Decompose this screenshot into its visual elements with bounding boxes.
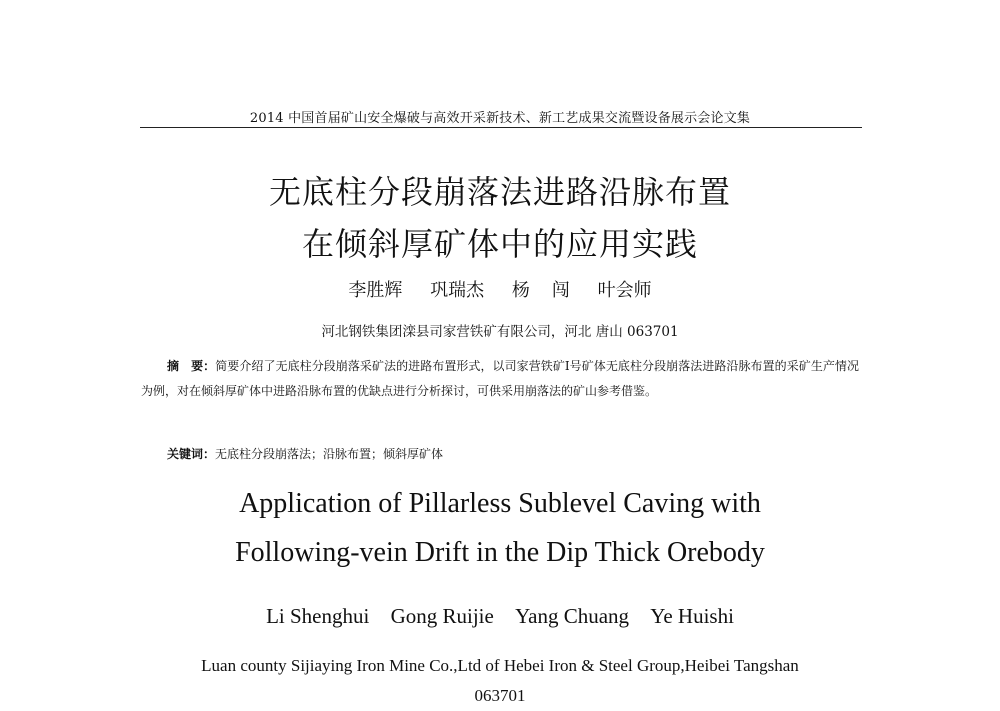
- english-title-line-1: Application of Pillarless Sublevel Caving with: [239, 488, 761, 519]
- proceedings-header: 2014 中国首届矿山安全爆破与高效开采新技术、新工艺成果交流暨设备展示会论文集: [249, 111, 751, 126]
- author-cn-2: 巩瑞杰: [430, 280, 485, 301]
- english-affiliation-line-1: Luan county Sijiaying Iron Mine Co.,Ltd of Hebei Iron & Steel Group,Heibei Tangshan: [201, 656, 799, 675]
- author-en-3: Yang Chuang: [515, 604, 630, 628]
- chinese-title-line-1: 无底柱分段崩落法进路沿脉布置: [268, 173, 731, 211]
- abstract-label: 摘 要：: [167, 359, 216, 373]
- author-cn-1: 李胜辉: [348, 280, 403, 301]
- chinese-title-line-2: 在倾斜厚矿体中的应用实践: [301, 225, 698, 263]
- english-affiliation: [0, 651, 1000, 711]
- header-rule: [140, 127, 862, 128]
- chinese-authors: [0, 276, 1000, 302]
- author-cn-3b: 闯: [551, 280, 570, 301]
- keywords: [167, 445, 443, 462]
- abstract: [141, 354, 859, 404]
- author-en-1: Li Shenghui: [266, 604, 370, 628]
- author-cn-4: 叶会师: [597, 280, 652, 301]
- english-authors: [0, 604, 1000, 629]
- english-affiliation-line-2: 063701: [474, 686, 526, 705]
- abstract-text: 简要介绍了无底柱分段崩落采矿法的进路布置形式，以司家营铁矿Ⅰ号矿体无底柱分段崩落法进路沿脉布置的采矿生产情况为例，对在倾斜厚矿体中进路沿脉布置的优缺点进行分析探讨，可供采用崩落法的矿山参考借鉴。: [141, 359, 859, 398]
- author-en-2: Gong Ruijie: [390, 604, 494, 628]
- author-en-4: Ye Huishi: [650, 604, 734, 628]
- keywords-label: 关键词：: [167, 447, 216, 461]
- english-title-line-2: Following-vein Drift in the Dip Thick Orebody: [235, 537, 765, 568]
- author-cn-3: 杨: [511, 280, 530, 301]
- chinese-affiliation: 河北钢铁集团滦县司家营铁矿有限公司，河北 唐山 063701: [321, 324, 679, 340]
- keywords-text: 无底柱分段崩落法；沿脉布置；倾斜厚矿体: [215, 447, 444, 461]
